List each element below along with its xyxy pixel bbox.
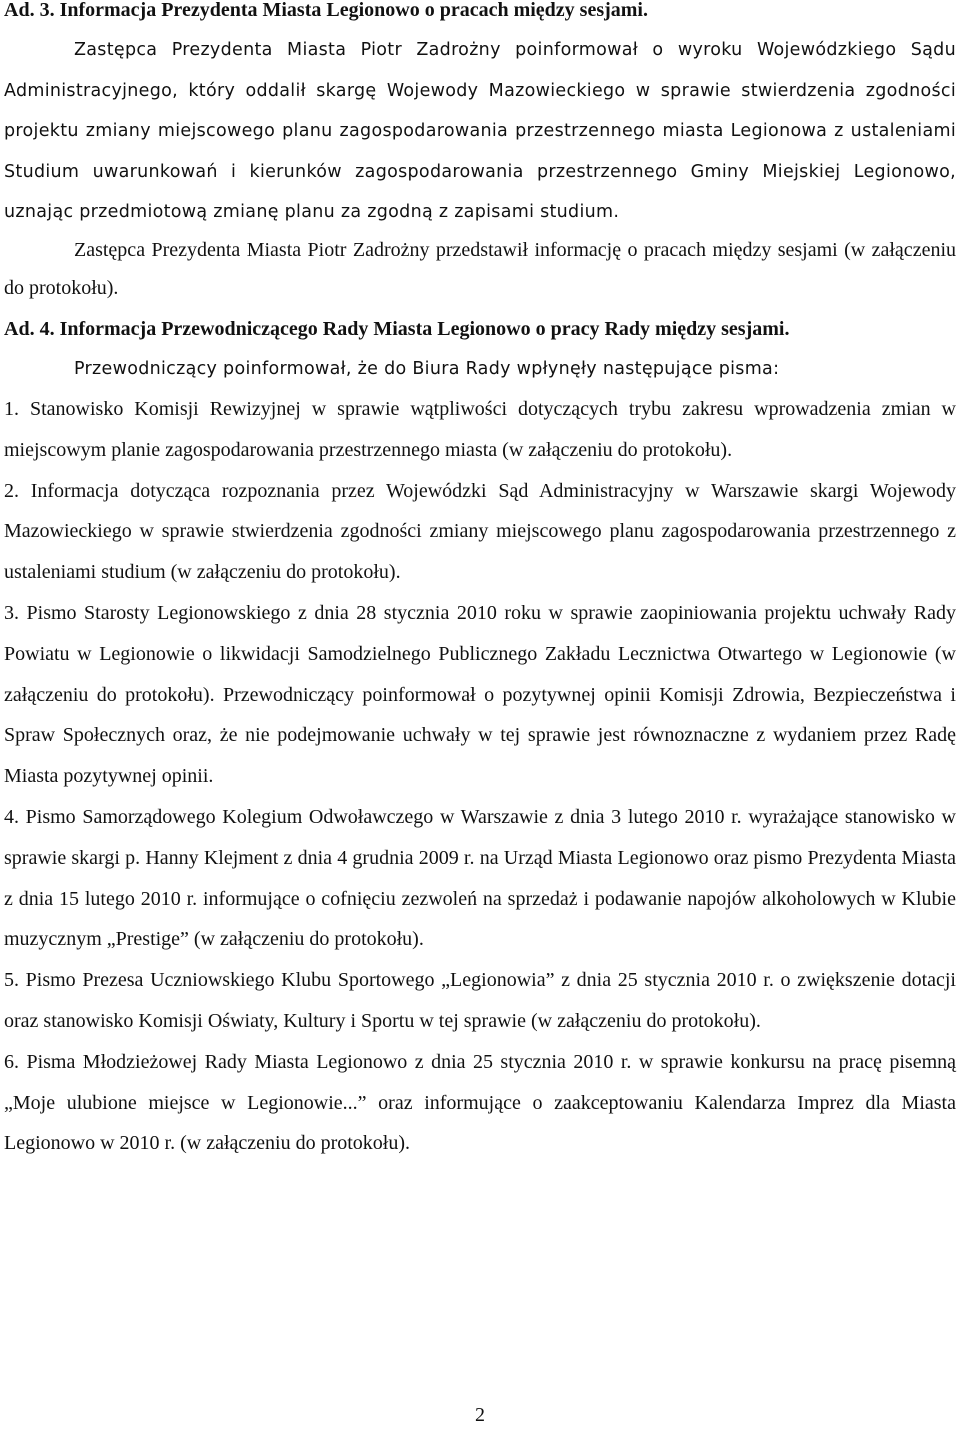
- paragraph-ad4-intro: Przewodniczący poinformował, że do Biura Rady wpłynęły następujące pisma:: [74, 358, 780, 379]
- page-number: 2: [475, 1404, 485, 1426]
- list-item-3: 3. Pismo Starosty Legionowskiego z dnia 28 stycznia 2010 roku w sprawie zaopiniowania projektu uchwały Rady Powiatu w Legionowie o likwidacji Samodzielnego Publicznego Zakładu Lecznictwa Otwartego w Legionowie (w załączeniu do protokołu). Przewodniczący poinformował o pozytywnej opinii Komisji Zdrowia, Bezpieczeństwa i Spraw Społecznych oraz, że nie podejmowanie uchwały w tej sprawie jest równoznaczne z wydaniem przez Radę Miasta pozytywnej opinii.: [4, 601, 956, 788]
- document-page: [4, 0, 956, 1164]
- list-item-1: 1. Stanowisko Komisji Rewizyjnej w sprawie wątpliwości dotyczących trybu zakresu wprowadzenia zmian w miejscowym planie zagospodarowania przestrzennego miasta (w załączeniu do protokołu).: [4, 397, 956, 461]
- list-item-2: 2. Informacja dotycząca rozpoznania przez Wojewódzki Sąd Administracyjny w Warszawie skargi Wojewody Mazowieckiego w sprawie stwierdzenia zgodności zmiany miejscowego planu zagospodarowania przestrzennego z ustaleniami studium (w załączeniu do protokołu).: [4, 479, 956, 584]
- section-heading-ad3: Ad. 3. Informacja Prezydenta Miasta Legionowo o pracach między sesjami.: [4, 0, 648, 21]
- list-item-6: 6. Pisma Młodzieżowej Rady Miasta Legionowo z dnia 25 stycznia 2010 r. w sprawie konkursu na pracę pisemną „Moje ulubione miejsce w Legionowie...” oraz informujące o zaakceptowaniu Kalendarza Imprez dla Miasta Legionowo w 2010 r. (w załączeniu do protokołu).: [4, 1050, 956, 1155]
- list-item-4: 4. Pismo Samorządowego Kolegium Odwoławczego w Warszawie z dnia 3 lutego 2010 r. wyrażające stanowisko w sprawie skargi p. Hanny Klejment z dnia 4 grudnia 2009 r. na Urząd Miasta Legionowo oraz pismo Prezydenta Miasta z dnia 15 lutego 2010 r. informujące o cofnięciu zezwoleń na sprzedaż i podawanie napojów alkoholowych w Klubie muzycznym „Prestige” (w załączeniu do protokołu).: [4, 805, 956, 951]
- paragraph-ad3-outcome: Zastępca Prezydenta Miasta Piotr Zadrożny poinformował o wyroku Wojewódzkiego Sądu Administracyjnego, który oddalił skargę Wojewody Mazowieckiego w sprawie stwierdzenia zgodności projektu zmiany miejscowego planu zagospodarowania przestrzennego miasta Legionowa z ustaleniami Studium uwarunkowań i kierunków zagospodarowania przestrzennego Gminy Miejskiej Legionowo, uznając przedmiotową zmianę planu za zgodną z zapisami studium.: [4, 40, 956, 223]
- paragraph-ad3-report: Zastępca Prezydenta Miasta Piotr Zadrożny przedstawił informację o pracach między sesjami (w załączeniu do protokołu).: [4, 238, 956, 299]
- section-heading-ad4: Ad. 4. Informacja Przewodniczącego Rady Miasta Legionowo o pracy Rady między sesjami.: [4, 317, 790, 340]
- list-item-5: 5. Pismo Prezesa Uczniowskiego Klubu Sportowego „Legionowia” z dnia 25 stycznia 2010 r. o zwiększenie dotacji oraz stanowisko Komisji Oświaty, Kultury i Sportu w tej sprawie (w załączeniu do protokołu).: [4, 969, 956, 1032]
